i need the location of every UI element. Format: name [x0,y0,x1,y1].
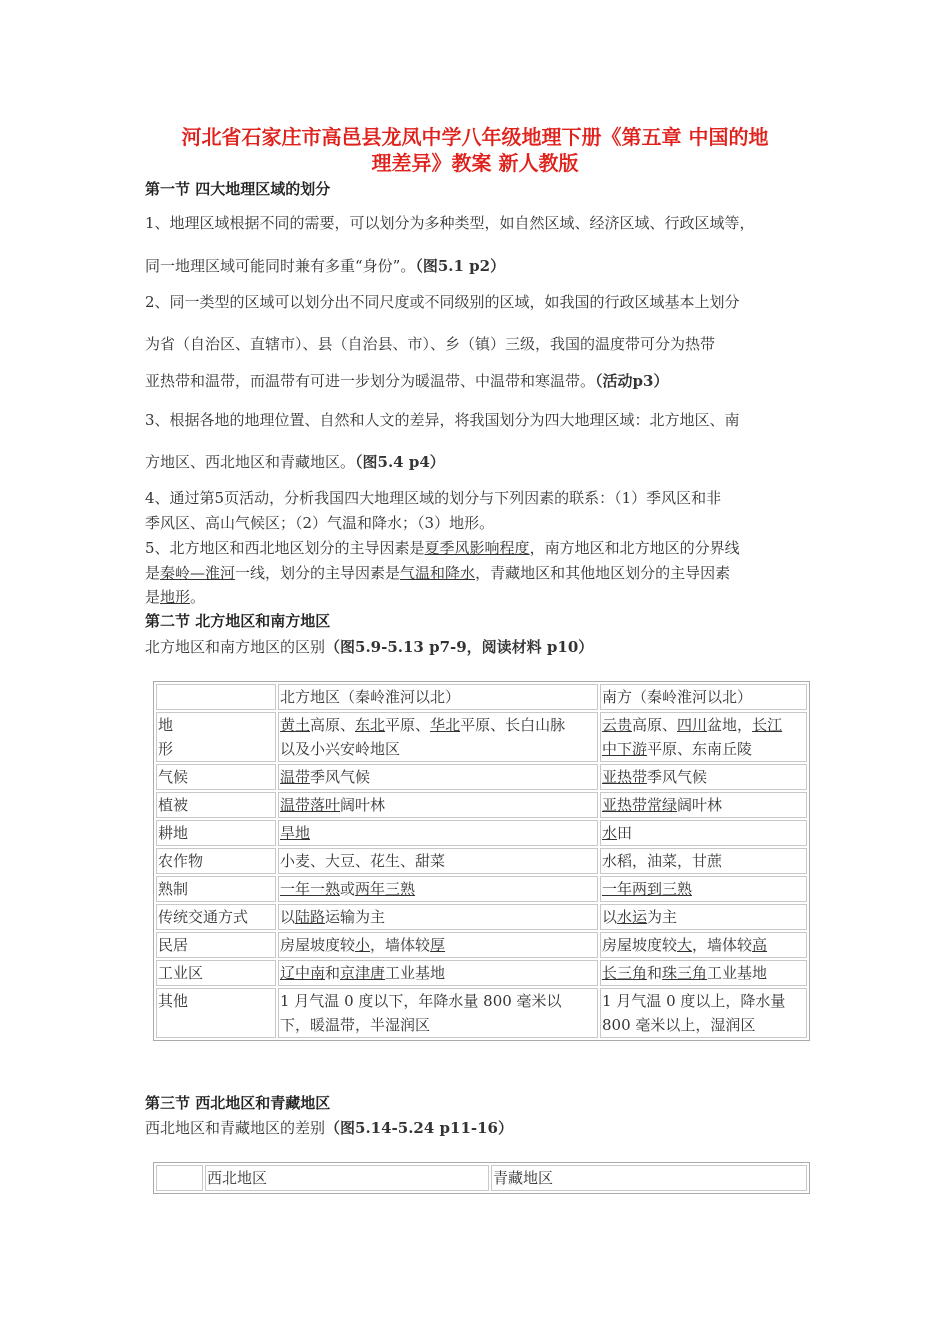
table-cell [156,684,276,710]
table-header-north: 北方地区（秦岭淮河以北） [278,684,598,710]
row-label-crops: 农作物 [156,848,276,874]
s1-para-4-line-2: 季风区、高山气候区；（2）气温和降水；（3）地形。 [145,514,495,532]
row-label-terrain: 地 形 [156,712,276,762]
row-label-other: 其他 [156,988,276,1038]
s3-intro: 西北地区和青藏地区的差别（图5.14-5.24 p11-16） [145,1119,513,1137]
cell-crops-south: 水稻，油菜，甘蔗 [600,848,807,874]
cell-other-north: 1 月气温 0 度以下，年降水量 800 毫米以 下，暖温带，半湿润区 [278,988,598,1038]
cell-industry-north: 辽中南和京津唐工业基地 [278,960,598,986]
section-3-heading: 第三节 西北地区和青藏地区 [145,1094,331,1112]
cell-transport-south: 以水运为主 [600,904,807,930]
table-row [156,848,807,874]
s1-para-5-line-3: 是地形。 [145,588,206,606]
section-1-heading: 第一节 四大地理区域的划分 [145,180,331,198]
table-header-qinghai-tibet: 青藏地区 [491,1165,807,1191]
table-cell [156,1165,203,1191]
table-row [156,712,807,762]
cell-housing-south: 房屋坡度较大，墙体较高 [600,932,807,958]
cell-other-south: 1 月气温 0 度以上，降水量 800 毫米以上，湿润区 [600,988,807,1038]
row-label-farmland: 耕地 [156,820,276,846]
title-line-2: 理差异》教案 新人教版 [371,151,579,175]
s1-para-4-line-1: 4、通过第5页活动，分析我国四大地理区域的划分与下列因素的联系：（1）季风区和非 [145,489,722,507]
table-row [156,820,807,846]
s1-para-5-line-2: 是秦岭—淮河一线，划分的主导因素是气温和降水，青藏地区和其他地区划分的主导因素 [145,564,731,582]
row-label-vegetation: 植被 [156,792,276,818]
table-row [156,876,807,902]
table-header-south: 南方（秦岭淮河以北） [600,684,807,710]
s1-para-2-line-2: 为省（自治区、直辖市）、县（自治县、市）、乡（镇）三级，我国的温度带可分为热带 [145,335,716,353]
cell-housing-north: 房屋坡度较小，墙体较厚 [278,932,598,958]
row-label-industry: 工业区 [156,960,276,986]
cell-farmland-south: 水田 [600,820,807,846]
cell-farmland-north: 旱地 [278,820,598,846]
page-title [140,124,810,176]
s1-para-3-line-2: 方地区、西北地区和青藏地区。（图5.4 p4） [145,453,445,471]
s1-para-2-line-3: 亚热带和温带，而温带有可进一步划分为暖温带、中温带和寒温带。（活动p3） [145,372,669,390]
cell-climate-north: 温带季风气候 [278,764,598,790]
table-row [156,932,807,958]
cell-climate-south: 亚热带季风气候 [600,764,807,790]
table-row [156,684,807,710]
table-row [156,764,807,790]
table-row [156,960,807,986]
s1-para-3-line-1: 3、根据各地的地理位置、自然和人文的差异，将我国划分为四大地理区域：北方地区、南 [145,411,740,429]
table-row [156,792,807,818]
row-label-harvest: 熟制 [156,876,276,902]
s1-para-1-line-2: 同一地理区域可能同时兼有多重“身份”。（图5.1 p2） [145,257,506,275]
section-2-heading: 第二节 北方地区和南方地区 [145,612,331,630]
table-row [156,904,807,930]
cell-terrain-north: 黄土高原、东北平原、华北平原、长白山脉 以及小兴安岭地区 [278,712,598,762]
title-line-1: 河北省石家庄市高邑县龙凤中学八年级地理下册《第五章 中国的地 [181,125,769,149]
row-label-housing: 民居 [156,932,276,958]
cell-harvest-south: 一年两到三熟 [600,876,807,902]
table-row [156,988,807,1038]
s1-para-5-line-1: 5、北方地区和西北地区划分的主导因素是夏季风影响程度，南方地区和北方地区的分界线 [145,539,740,557]
cell-industry-south: 长三角和珠三角工业基地 [600,960,807,986]
cell-vegetation-south: 亚热带常绿阔叶林 [600,792,807,818]
cell-harvest-north: 一年一熟或两年三熟 [278,876,598,902]
table-row [156,1165,807,1191]
s2-intro: 北方地区和南方地区的区别（图5.9-5.13 p7-9，阅读材料 p10） [145,638,594,656]
north-south-table [153,681,810,1041]
s1-para-2-line-1: 2、同一类型的区域可以划分出不同尺度或不同级别的区域，如我国的行政区域基本上划分 [145,293,740,311]
cell-vegetation-north: 温带落叶阔叶林 [278,792,598,818]
cell-transport-north: 以陆路运输为主 [278,904,598,930]
s1-para-1-line-1: 1、地理区域根据不同的需要，可以划分为多种类型，如自然区域、经济区域、行政区域等， [145,214,755,232]
cell-crops-north: 小麦、大豆、花生、甜菜 [278,848,598,874]
cell-terrain-south: 云贵高原、四川盆地，长江 中下游平原、东南丘陵 [600,712,807,762]
row-label-transport: 传统交通方式 [156,904,276,930]
northwest-qinghai-tibet-table [153,1162,810,1194]
row-label-climate: 气候 [156,764,276,790]
table-header-northwest: 西北地区 [205,1165,489,1191]
